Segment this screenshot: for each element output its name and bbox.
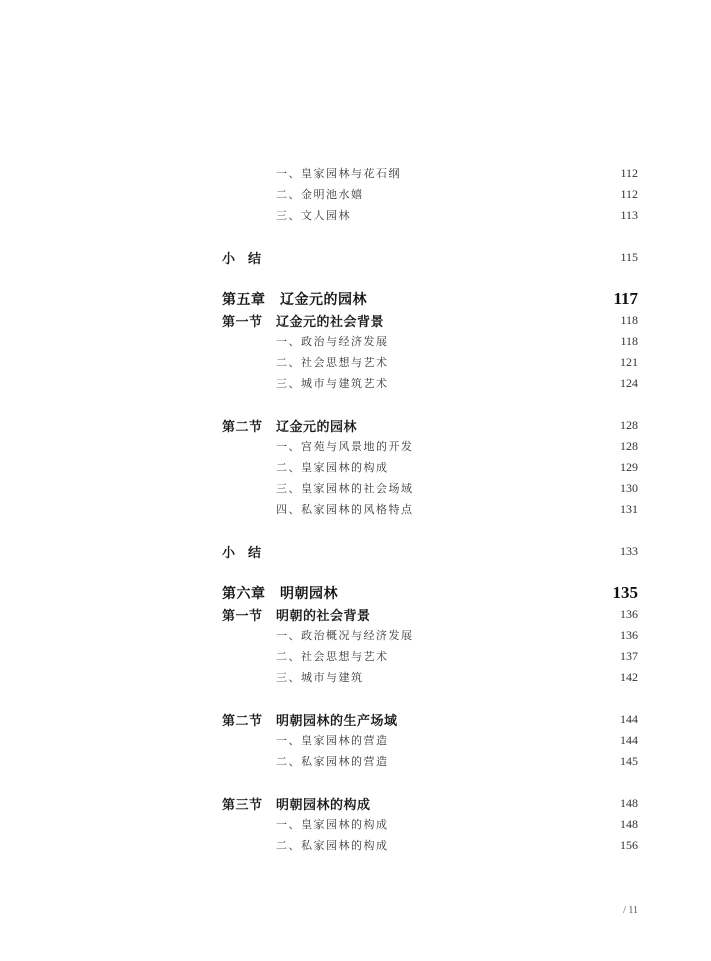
toc-subentry xyxy=(222,373,638,393)
toc-subentry xyxy=(222,751,638,771)
entry-title: 一、政治概况与经济发展 xyxy=(276,629,414,642)
toc-subentry xyxy=(222,352,638,372)
entry-page: 137 xyxy=(620,648,638,663)
entry-title: 二、皇家园林的构成 xyxy=(276,461,389,474)
entry-page: 112 xyxy=(620,186,638,201)
entry-page: 128 xyxy=(620,438,638,453)
entry-title: 小结 xyxy=(222,545,275,561)
section-title: 第三节 明朝园林的构成 xyxy=(222,797,371,813)
entry-title: 四、私家园林的风格特点 xyxy=(276,503,414,516)
entry-page: 118 xyxy=(620,333,638,348)
toc-subentry xyxy=(222,436,638,456)
toc-subentry xyxy=(222,646,638,666)
toc-subentry xyxy=(222,163,638,183)
entry-page: 115 xyxy=(620,249,638,264)
toc-chapter xyxy=(222,289,638,309)
entry-title: 三、城市与建筑艺术 xyxy=(276,377,389,390)
toc-section xyxy=(222,793,638,813)
entry-page: 124 xyxy=(620,375,638,390)
chapter-title: 第五章 辽金元的园林 xyxy=(222,292,367,308)
toc-section xyxy=(222,709,638,729)
entry-page: 129 xyxy=(620,459,638,474)
entry-page: 112 xyxy=(620,165,638,180)
entry-title: 一、政治与经济发展 xyxy=(276,335,389,348)
toc-section xyxy=(222,415,638,435)
entry-title: 一、皇家园林的构成 xyxy=(276,818,389,831)
entry-page: 145 xyxy=(620,753,638,768)
entry-page: 144 xyxy=(620,711,638,726)
toc-subentry xyxy=(222,730,638,750)
toc-chapter xyxy=(222,583,638,603)
toc-subentry xyxy=(222,205,638,225)
toc-summary xyxy=(222,541,638,561)
toc-subentry xyxy=(222,499,638,519)
entry-page: 131 xyxy=(620,501,638,516)
entry-title: 一、皇家园林的营造 xyxy=(276,734,389,747)
toc-section xyxy=(222,310,638,330)
toc-subentry xyxy=(222,835,638,855)
toc-subentry xyxy=(222,667,638,687)
toc-subentry xyxy=(222,331,638,351)
section-title: 第一节 辽金元的社会背景 xyxy=(222,314,385,330)
toc-subentry xyxy=(222,625,638,645)
entry-page: 128 xyxy=(620,417,638,432)
entry-page: 136 xyxy=(620,627,638,642)
entry-page: 136 xyxy=(620,606,638,621)
section-title: 第二节 明朝园林的生产场域 xyxy=(222,713,398,729)
entry-page: 156 xyxy=(620,837,638,852)
entry-page: 118 xyxy=(620,312,638,327)
entry-page: 142 xyxy=(620,669,638,684)
entry-page: 148 xyxy=(620,795,638,810)
chapter-title: 第六章 明朝园林 xyxy=(222,586,338,602)
page-folio: / 11 xyxy=(623,905,638,916)
entry-title: 二、私家园林的营造 xyxy=(276,755,389,768)
chapter-page: 135 xyxy=(612,583,638,602)
chapter-page: 117 xyxy=(613,289,638,308)
toc-subentry xyxy=(222,184,638,204)
entry-page: 148 xyxy=(620,816,638,831)
entry-title: 一、宫苑与风景地的开发 xyxy=(276,440,414,453)
entry-title: 二、社会思想与艺术 xyxy=(276,356,389,369)
toc-subentry xyxy=(222,478,638,498)
entry-title: 三、城市与建筑 xyxy=(276,671,364,684)
entry-page: 121 xyxy=(620,354,638,369)
entry-page: 144 xyxy=(620,732,638,747)
entry-title: 一、皇家园林与花石纲 xyxy=(276,167,401,180)
entry-title: 三、文人园林 xyxy=(276,209,351,222)
entry-title: 二、社会思想与艺术 xyxy=(276,650,389,663)
entry-title: 三、皇家园林的社会场域 xyxy=(276,482,414,495)
section-title: 第一节 明朝的社会背景 xyxy=(222,608,371,624)
entry-page: 130 xyxy=(620,480,638,495)
entry-page: 133 xyxy=(620,543,638,558)
entry-title: 二、私家园林的构成 xyxy=(276,839,389,852)
entry-page: 113 xyxy=(620,207,638,222)
toc-subentry xyxy=(222,457,638,477)
entry-title: 小结 xyxy=(222,251,275,267)
toc-summary xyxy=(222,247,638,267)
entry-title: 二、金明池水嬉 xyxy=(276,188,364,201)
toc-subentry xyxy=(222,814,638,834)
section-title: 第二节 辽金元的园林 xyxy=(222,419,358,435)
toc-section xyxy=(222,604,638,624)
